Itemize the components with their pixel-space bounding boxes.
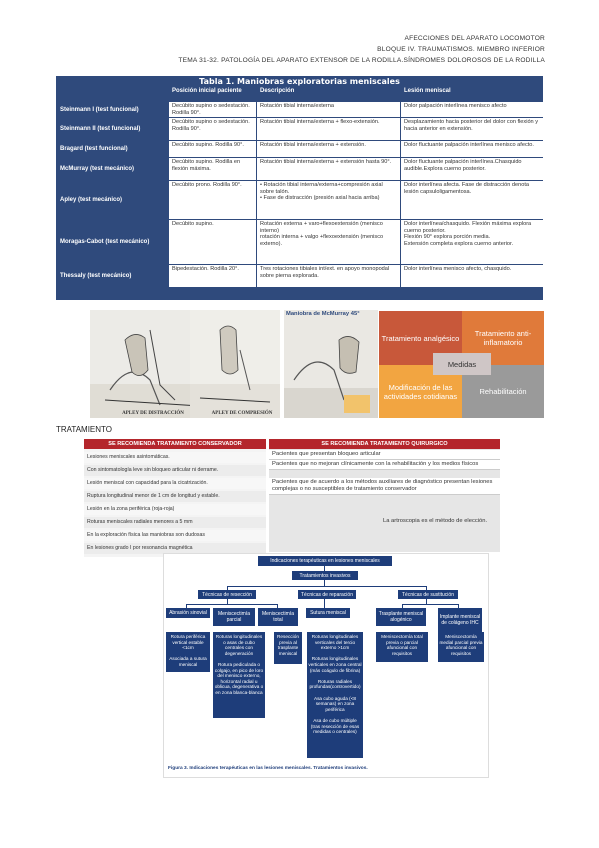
box-quirurgico xyxy=(269,439,500,552)
quirurgico-header: SE RECOMIENDA TRATAMIENTO QUIRURGICO xyxy=(269,439,500,449)
mcmurray-label: Maniobra de McMurray 45° xyxy=(286,311,360,317)
fig3-leaf-trasplante: Trasplante meniscal alogénico xyxy=(376,608,426,626)
table-row xyxy=(56,140,543,157)
table-row xyxy=(56,117,543,140)
cell-lesion: Dolor interlínea/chasquido. Flexión máxima explora cuerno posterior. Flexión 90° explora porción media. Extensión completa explora cuerno anterior. xyxy=(400,220,543,264)
row-maniobra-name: Steinmann I (test funcional) xyxy=(60,106,139,113)
table-row xyxy=(56,157,543,180)
row-maniobra-name: Apley (test mecánico) xyxy=(60,197,123,203)
tile-modificacion: Modificación de las actividades cotidianas xyxy=(379,365,462,418)
quirurgico-item: Pacientes que presentan bloqueo articular xyxy=(269,450,500,460)
fig3-detail-sutura: Roturas longitudinales verticales del tercio externo >1cm Roturas longitudinales verticales en zona central (más coágulo de fibrina) Roturas radiales profundas(controvertido) Asa cubo aguda (<8 semanas) en zona periférica Asa de cubo múltiple (tras resección de esas medidas o centrales) xyxy=(307,632,363,758)
fig3-group-reseccion: Técnicas de resección xyxy=(198,590,256,599)
fig3-detail-total: Resección previa al trasplante meniscal xyxy=(274,632,302,664)
conservador-header: SE RECOMIENDA TRATAMIENTO CONSERVADOR xyxy=(84,439,266,449)
cell-lesion: Desplazamiento hacia posterior del dolor con flexión y hacia anterior en extensión. xyxy=(400,118,543,140)
fig3-detail-parcial: Roturas longitudinales o asas de cubo centrales con degeneración Rotura pediculada o colgajo, en pico de loro del menisco externo, horizontal radial u oblicua, degenerativa o en zona blanca-blanca xyxy=(213,632,265,718)
table-row xyxy=(56,264,543,287)
col-header-lesion: Lesión meniscal xyxy=(404,88,451,94)
conservador-item: En la exploración física las maniobras son dudosas xyxy=(84,530,266,541)
fig3-leaf-parcial: Meniscectimía parcial xyxy=(213,608,255,626)
col-header-posicion: Posición inicial paciente xyxy=(172,88,242,94)
fig3-detail-trasplante: Meniscectomía total previa o parcial afuncional con requisitos xyxy=(376,632,428,662)
table-row xyxy=(56,180,543,219)
cell-descripcion: Rotación tibial interna/externa + extensión. xyxy=(256,141,400,157)
fig3-leaf-abrasion: Abrasión sinovial xyxy=(166,608,210,618)
cell-lesion: Dolor fluctuante palpación interlínea.Chasquido audible.Explora cuerno posterior. xyxy=(400,158,543,180)
cell-descripcion: Rotación tibial interna/externa + flexo-extensión. xyxy=(256,118,400,140)
cell-lesion: Dolor palpación interlínea menisco afecto xyxy=(400,102,543,117)
box-conservador xyxy=(84,439,266,557)
caption-apley-compresion: APLEY DE COMPRESIÓN xyxy=(211,411,273,416)
fig3-group-sustitucion: Técnicas de sustitución xyxy=(398,590,458,599)
quirurgico-note: La artroscopia es el método de elección. xyxy=(383,518,488,524)
cell-posicion: Decúbito supino. Rodilla 90°. xyxy=(168,141,256,157)
tile-antiinflamatorio: Tratamiento anti-inflamatorio xyxy=(462,311,544,365)
row-maniobra-name: Moragas-Cabot (test mecánico) xyxy=(60,239,150,245)
conservador-item: Lesión en la zona periférica (roja-roja) xyxy=(84,504,266,515)
conservador-item: Lesiones meniscales asintomáticas. xyxy=(84,452,266,463)
mcmurray-image xyxy=(284,310,378,418)
fig3-caption: Figura 3. Indicaciones terapéuticas en las lesiones meniscales. Tratamientos invasivos. xyxy=(168,766,368,771)
cell-posicion: Decúbito supino. Rodilla en flexión máxima. xyxy=(168,158,256,180)
header-line-1: AFECCIONES DEL APARATO LOCOMOTOR xyxy=(404,35,545,42)
conservador-item: En lesiones grado I por resonancia magnética xyxy=(84,543,266,554)
quirurgico-item: Pacientes que no mejoran clínicamente con la rehabilitación y los medios físicos xyxy=(269,460,500,470)
header-line-2: BLOQUE IV. TRAUMATISMOS. MIEMBRO INFERIOR xyxy=(377,46,545,53)
row-maniobra-name: Thessaly (test mecánico) xyxy=(60,273,132,279)
row-maniobra-name: McMurray (test mecánico) xyxy=(60,166,135,172)
cell-descripcion: Rotación tibial interna/externa + extensión hasta 90°. xyxy=(256,158,400,180)
row-maniobra-name: Bragard (test funcional) xyxy=(60,146,128,152)
cell-descripcion: • Rotación tibial interna/externa+compresión axial sobre talón. • Fase de distracción (presión axial hacia arriba) xyxy=(256,181,400,219)
fig3-group-reparacion: Técnicas de reparación xyxy=(298,590,356,599)
fig3-detail-implante: Meniscectomía medial parcial previa afuncional con requisitos xyxy=(438,632,484,662)
fig3-root: Indicaciones terapéuticas en lesiones meniscales xyxy=(258,556,392,566)
cell-posicion: Decúbito supino. xyxy=(168,220,256,264)
cell-lesion: Dolor interlínea afecta. Fase de distracción denota lesión capsuloligamentosa. xyxy=(400,181,543,219)
section-title-tratamiento: TRATAMIENTO xyxy=(56,425,112,434)
figure-3-tree xyxy=(163,553,489,778)
col-header-descripcion: Descripción xyxy=(260,88,295,94)
cell-descripcion: Rotación externa + varo+flexoextensión (menisco interno) rotación interna + valgo +flexoextensión (menisco externo). xyxy=(256,220,400,264)
caption-apley-distraccion: APLEY DE DISTRACCIÓN xyxy=(122,411,184,416)
fig3-detail-abrasion: Rotura periférica vertical estable <1cm Asociada a sutura meniscal xyxy=(166,632,210,672)
table-title: Tabla 1. Maniobras exploratorias meniscales xyxy=(199,77,400,86)
tile-medidas: Medidas xyxy=(433,353,491,375)
cell-lesion: Dolor interlínea menisco afecto, chasquido. xyxy=(400,265,543,287)
cell-descripcion: Rotación tibial interna/externa xyxy=(256,102,400,117)
table-row xyxy=(56,219,543,264)
cell-posicion: Decúbito prono. Rodilla 90°. xyxy=(168,181,256,219)
cell-posicion: Decúbito supino o sedestación. Rodilla 90°. xyxy=(168,118,256,140)
cell-descripcion: Tres rotaciones tibiales int/ext. en apoyo monopodal sobre pierna explorada. xyxy=(256,265,400,287)
cell-posicion: Bipedestación. Rodilla 20°. xyxy=(168,265,256,287)
conservador-item: Ruptura longitudinal menor de 1 cm de longitud y estable. xyxy=(84,491,266,502)
conservador-item: Lesión meniscal con capacidad para la cicatrización. xyxy=(84,478,266,489)
conservador-item: Con sintomatología leve sin bloqueo articular ni derrame. xyxy=(84,465,266,476)
header-line-3: TEMA 31-32. PATOLOGÍA DEL APARATO EXTENSOR DE LA RODILLA.SÍNDROMES DOLOROSOS DE LA RODILLA xyxy=(178,57,545,64)
table-row xyxy=(56,101,543,117)
fig3-leaf-implante: Implante meniscal de colágeno IHC xyxy=(438,608,482,632)
medidas-mosaic xyxy=(379,311,544,418)
fig3-sub: Tratamientos invasivos xyxy=(292,571,358,580)
tile-rehabilitacion: Rehabilitación xyxy=(462,365,544,418)
table-maniobras xyxy=(56,76,543,300)
row-maniobra-name: Steinmann II (test funcional) xyxy=(60,126,141,132)
fig3-leaf-sutura: Sutura meniscal xyxy=(306,608,350,618)
apley-compresion-image xyxy=(190,310,280,418)
fig3-leaf-total: Meniscectimía total xyxy=(258,608,298,626)
conservador-item: Roturas meniscales radiales menores a 5 mm xyxy=(84,517,266,528)
tile-analgesico: Tratamiento analgésico xyxy=(379,311,462,365)
cell-lesion: Dolor fluctuante palpación interlínea menisco afecto. xyxy=(400,141,543,157)
cell-posicion: Decúbito supino o sedestación. Rodilla 90°. xyxy=(168,102,256,117)
quirurgico-item: Pacientes que de acuerdo a los métodos auxiliares de diagnóstico presentan lesiones complejas o no susceptibles de tratamiento conservador xyxy=(269,478,500,495)
